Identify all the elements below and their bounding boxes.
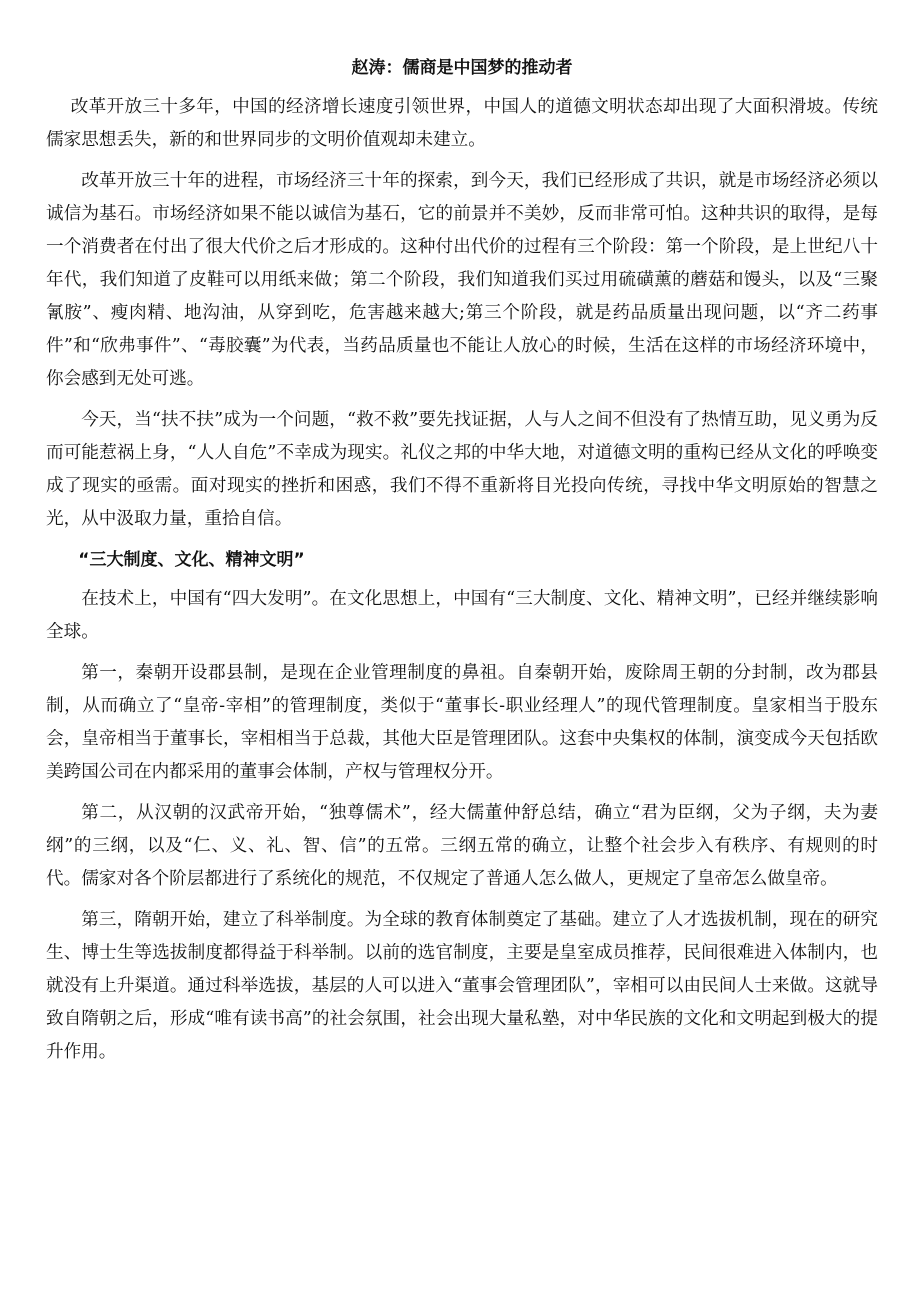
paragraph-intro-1: 改革开放三十多年，中国的经济增长速度引领世界，中国人的道德文明状态却出现了大面积滑坡。传统儒家思想丢失，新的和世界同步的文明价值观却未建立。 — [46, 97, 878, 150]
paragraph-section-2: 第一，秦朝开设郡县制，是现在企业管理制度的鼻祖。自秦朝开始，废除周王朝的分封制，改为郡县制，从而确立了“皇帝-宰相”的管理制度，类似于“董事长-职业经理人”的现代管理制度。皇家相当于股东会，皇帝相当于董事长，宰相相当于总裁，其他大臣是管理团队。这套中央集权的体制，演变成今天包括欧美跨国公司在内都采用的董事会体制，产权与管理权分开。 — [46, 663, 878, 782]
section-heading: “三大制度、文化、精神文明” — [78, 550, 305, 570]
paragraph-section-1: 在技术上，中国有“四大发明”。在文化思想上，中国有“三大制度、文化、精神文明”，已经并继续影响全球。 — [46, 589, 878, 642]
paragraph-intro-2: 改革开放三十年的进程，市场经济三十年的探索，到今天，我们已经形成了共识，就是市场经济必须以诚信为基石。市场经济如果不能以诚信为基石，它的前景并不美妙，反而非常可怕。这种共识的取得，是每一个消费者在付出了很大代价之后才形成的。这种付出代价的过程有三个阶段：第一个阶段，是上世纪八十年代，我们知道了皮鞋可以用纸来做；第二个阶段，我们知道我们买过用硫磺薰的蘑菇和馒头，以及“三聚氰胺”、瘦肉精、地沟油，从穿到吃，危害越来越大;第三个阶段，就是药品质量出现问题，以“齐二药事件”和“欣弗事件”、“毒胶囊”为代表，当药品质量也不能让人放心的时候，生活在这样的市场经济环境中，你会感到无处可逃。 — [46, 171, 878, 389]
document-title: 赵涛：儒商是中国梦的推动者 — [351, 58, 573, 78]
paragraph-section-3: 第二，从汉朝的汉武帝开始，“独尊儒术”，经大儒董仲舒总结，确立“君为臣纲，父为子纲，夫为妻纲”的三纲，以及“仁、义、礼、智、信”的五常。三纲五常的确立，让整个社会步入有秩序、有规则的时代。儒家对各个阶层都进行了系统化的规范，不仅规定了普通人怎么做人，更规定了皇帝怎么做皇帝。 — [46, 803, 878, 889]
paragraph-section-4: 第三，隋朝开始，建立了科举制度。为全球的教育体制奠定了基础。建立了人才选拔机制，现在的研究生、博士生等选拔制度都得益于科举制。以前的选官制度，主要是皇室成员推荐，民间很难进入体制内，也就没有上升渠道。通过科举选拔，基层的人可以进入“董事会管理团队”，宰相可以由民间人士来做。这就导致自隋朝之后，形成“唯有读书高”的社会氛围，社会出现大量私塾，对中华民族的文化和文明起到极大的提升作用。 — [46, 910, 878, 1062]
paragraph-intro-3: 今天，当“扶不扶”成为一个问题，“救不救”要先找证据，人与人之间不但没有了热情互助，见义勇为反而可能惹祸上身，“人人自危”不幸成为现实。礼仪之邦的中华大地，对道德文明的重构已经从文化的呼唤变成了现实的亟需。面对现实的挫折和困惑，我们不得不重新将目光投向传统，寻找中华文明原始的智慧之光，从中汲取力量，重拾自信。 — [46, 410, 878, 529]
document-page — [46, 52, 878, 1077]
